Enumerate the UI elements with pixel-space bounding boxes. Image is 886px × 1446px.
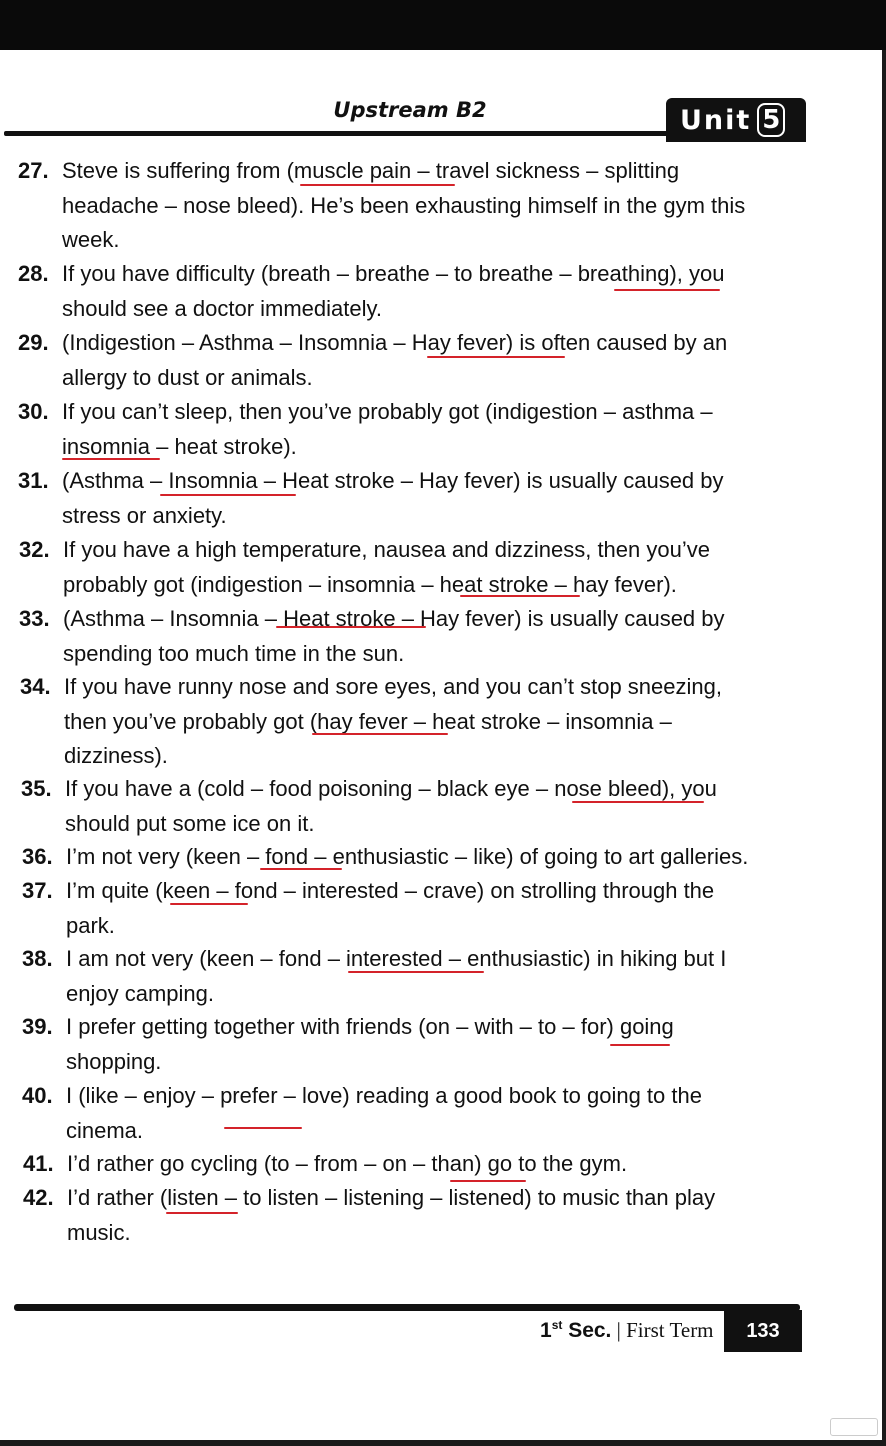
question-text [64, 670, 794, 774]
question-line: I’m quite (keen – fond – interested – crave) on strolling through the [66, 878, 715, 903]
question-line: allergy to dust or animals. [62, 364, 313, 390]
question-text [66, 1010, 796, 1079]
question-text [63, 602, 793, 671]
answer-underline [610, 1044, 670, 1046]
question-line: dizziness). [64, 743, 168, 768]
answer-underline [614, 289, 720, 291]
question-text [63, 533, 793, 602]
sec-label: Sec. [562, 1319, 612, 1342]
answer-underline [460, 595, 580, 597]
book-title: Upstream B2 [333, 98, 487, 122]
question-line: then you’ve probably got (hay fever – heat stroke – insomnia – [64, 708, 672, 734]
question-line: (Asthma – Insomnia – Heat stroke – Hay fever) is usually caused by [62, 468, 724, 493]
question-line: park. [66, 912, 115, 938]
question-number: 35. [21, 776, 52, 801]
question-text [62, 154, 792, 258]
answer-underline [224, 1127, 302, 1129]
question-line: I’m not very (keen – fond – enthusiastic – like) of going to art galleries. [66, 844, 749, 869]
question-number: 27. [18, 158, 49, 183]
footer-label [540, 1318, 714, 1343]
question-text [66, 874, 796, 943]
question-line: I prefer getting together with friends (on – with – to – for) going [66, 1014, 674, 1039]
question-number: 33. [19, 606, 50, 631]
question-line: probably got (indigestion – insomnia – heat stroke – hay fever). [63, 571, 677, 597]
question-line: Steve is suffering from (muscle pain – travel sickness – splitting [62, 158, 680, 183]
question-number: 40. [22, 1083, 53, 1108]
page-number: 133 [724, 1310, 802, 1352]
question-text [66, 1079, 796, 1148]
question-line: shopping. [66, 1048, 162, 1074]
sec-number: 1 [540, 1319, 552, 1342]
question-number: 32. [19, 537, 50, 562]
question-text [67, 1181, 797, 1250]
question-number: 41. [23, 1151, 54, 1176]
footer-rule [14, 1304, 800, 1311]
question-line: stress or anxiety. [62, 502, 227, 528]
question-number: 31. [18, 468, 49, 493]
question-line: headache – nose bleed). He’s been exhausting himself in the gym this [62, 192, 746, 218]
question-line: should see a doctor immediately. [62, 295, 382, 321]
footer-separator: | [611, 1318, 627, 1342]
question-text [66, 942, 796, 1011]
unit-number: 5 [757, 103, 785, 137]
question-line: spending too much time in the sun. [63, 640, 405, 666]
question-line: should put some ice on it. [65, 810, 315, 836]
question-number: 42. [23, 1185, 54, 1210]
answer-underline [300, 184, 455, 186]
question-line: enjoy camping. [66, 980, 214, 1006]
answer-underline [160, 494, 296, 496]
question-line: (Indigestion – Asthma – Insomnia – Hay fever) is often caused by an [62, 330, 728, 355]
question-line: (Asthma – Insomnia – Heat stroke – Hay fever) is usually caused by [63, 606, 725, 631]
question-number: 36. [22, 844, 53, 869]
answer-underline [348, 971, 484, 973]
answer-underline [312, 733, 448, 735]
sec-suffix: st [551, 1318, 563, 1332]
question-number: 30. [18, 399, 49, 424]
question-line: If you have runny nose and sore eyes, and you can’t stop sneezing, [64, 674, 722, 699]
question-line: If you can’t sleep, then you’ve probably got (indigestion – asthma – [62, 399, 713, 424]
answer-underline [427, 356, 565, 358]
screen-top-bar [0, 0, 886, 50]
question-text [65, 772, 795, 841]
unit-badge [666, 98, 806, 142]
question-text [66, 840, 796, 875]
scanner-watermark [830, 1418, 878, 1436]
question-line: If you have a high temperature, nausea and dizziness, then you’ve [63, 537, 710, 562]
header-rule [4, 131, 674, 136]
question-line: I am not very (keen – fond – interested – enthusiastic) in hiking but I [66, 946, 727, 971]
answer-underline [170, 903, 248, 905]
question-line: week. [62, 227, 120, 252]
question-line: If you have difficulty (breath – breathe – to breathe – breathing), you [62, 261, 725, 286]
answer-underline [450, 1180, 526, 1182]
question-line: I’d rather (listen – to listen – listening – listened) to music than play [67, 1185, 716, 1210]
question-text [62, 464, 792, 533]
question-number: 34. [20, 674, 51, 699]
answer-underline [62, 458, 160, 460]
screen-bottom-edge [0, 1440, 886, 1446]
question-number: 28. [18, 261, 49, 286]
question-number: 39. [22, 1014, 53, 1039]
question-number: 29. [18, 330, 49, 355]
term-label: First Term [626, 1318, 714, 1342]
question-number: 38. [22, 946, 53, 971]
unit-label: Unit [680, 104, 752, 136]
question-line: insomnia – heat stroke). [62, 433, 297, 459]
question-text [62, 257, 792, 326]
question-line: I (like – enjoy – prefer – love) reading a good book to going to the [66, 1083, 702, 1108]
answer-underline [166, 1212, 238, 1214]
question-line: music. [67, 1219, 131, 1245]
answer-underline [572, 801, 704, 803]
question-text [62, 395, 792, 464]
question-number: 37. [22, 878, 53, 903]
question-line: I’d rather go cycling (to – from – on – than) go to the gym. [67, 1151, 628, 1176]
answer-underline [260, 868, 342, 870]
question-text [67, 1147, 797, 1182]
screen-right-edge [882, 50, 886, 1446]
question-line: If you have a (cold – food poisoning – black eye – nose bleed), you [65, 776, 717, 801]
answer-strikethrough [276, 626, 426, 628]
question-text [62, 326, 792, 395]
question-line: cinema. [66, 1117, 144, 1143]
